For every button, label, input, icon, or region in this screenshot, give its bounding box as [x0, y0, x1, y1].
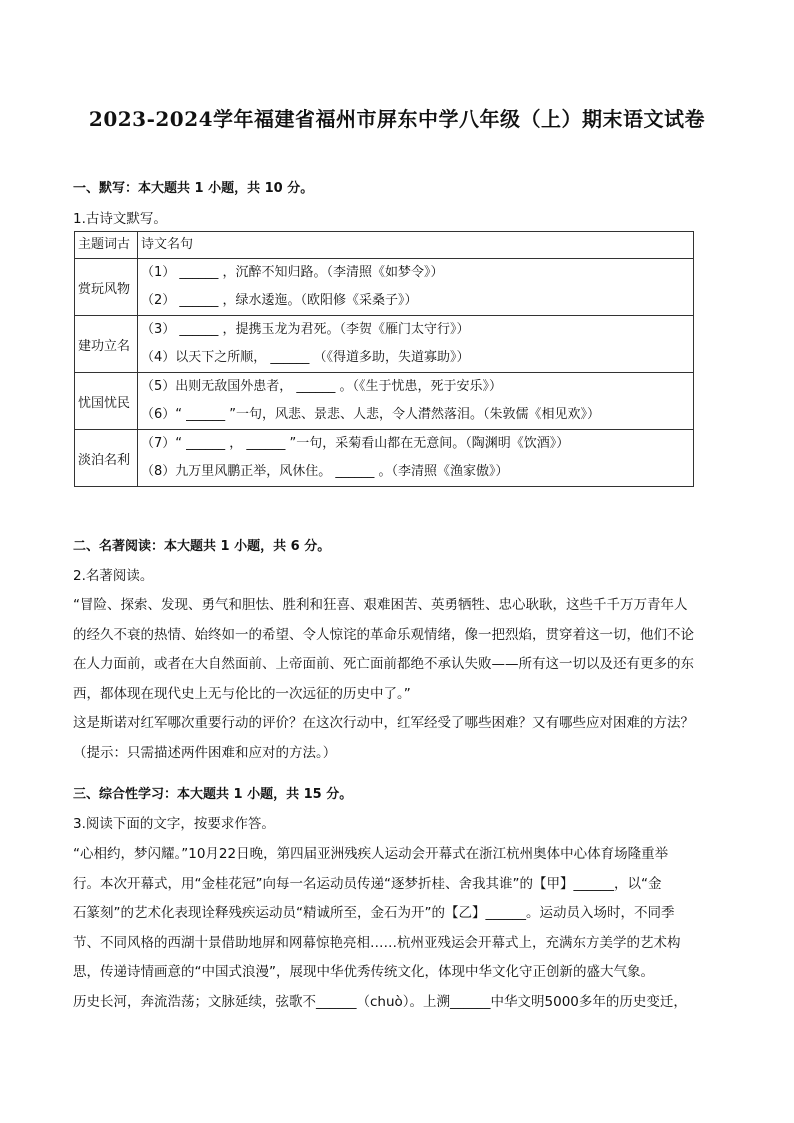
poem-line: （2） ______ ，绿水逶迤。（欧阳修《采桑子》） — [141, 293, 418, 308]
table-header-lines: 诗文名句 — [138, 232, 694, 259]
quote-line: 的经久不衰的热情、始终如一的希望、令人惊诧的革命乐观情绪，像一把烈焰，贯穿着这一切，他们不论 — [73, 626, 694, 643]
poem-table — [74, 231, 694, 487]
question-1: 1.古诗文默写。 — [73, 211, 167, 227]
table-topic: 淡泊名利 — [75, 430, 138, 487]
prompt-line: （提示：只需描述两件困难和应对的方法。） — [73, 744, 337, 761]
table-row — [75, 373, 694, 430]
quote-line: 西，都体现在现代史上无与伦比的一次远征的历史中了。” — [73, 685, 411, 702]
text-line: 思，传递诗情画意的“中国式浪漫”，展现中华优秀传统文化，体现中华文化守正创新的盛大气象。 — [73, 964, 654, 980]
table-topic: 忧国忧民 — [75, 373, 138, 430]
text-line: 节、不同风格的西湖十景借助地屏和网幕惊艳亮相……杭州亚残运会开幕式上，充满东方美学的艺术构 — [73, 934, 681, 951]
question-2: 2.名著阅读。 — [73, 568, 154, 584]
table-header-row — [75, 232, 694, 259]
text-line: 石篆刻”的艺术化表现诠释残疾运动员“精诚所至，金石为开”的【乙】______。运动员入场时，不同季 — [73, 905, 675, 921]
poem-line: （5）出则无敌国外患者， ______ 。（《生于忧患，死于安乐》） — [141, 379, 503, 394]
text-line: “心相约，梦闪耀。”10月22日晚，第四届亚洲残疾人运动会开幕式在浙江杭州奥体中心体育场隆重举 — [73, 846, 669, 862]
table-row — [75, 316, 694, 373]
poem-line: （8）九万里风鹏正举，风休住。 ______ 。（李清照《渔家傲》） — [141, 464, 509, 479]
poem-line: （4）以天下之所顺， ______ （《得道多助，失道寡助》） — [141, 350, 470, 365]
table-topic: 建功立名 — [75, 316, 138, 373]
poem-line: （3） ______ ，提携玉龙为君死。（李贺《雁门太守行》） — [141, 322, 470, 337]
section-1-heading: 一、默写：本大题共 1 小题，共 10 分。 — [73, 181, 314, 196]
poem-line: （7）“ ______ ， ______ ”一句，采菊看山都在无意间。（陶渊明《饮酒》） — [141, 436, 570, 451]
question-3: 3.阅读下面的文字，按要求作答。 — [73, 816, 275, 832]
quote-line: “冒险、探索、发现、勇气和胆怯、胜利和狂喜、艰难困苦、英勇牺牲、忠心耿耿，这些千千万万青年人 — [73, 597, 688, 613]
section-3-heading: 三、综合性学习：本大题共 1 小题，共 15 分。 — [73, 787, 353, 802]
poem-line: （1） ______ ，沉醉不知归路。（李清照《如梦令》） — [141, 265, 444, 280]
quote-line: 在人力面前，或者在大自然面前、上帝面前、死亡面前都绝不承认失败——所有这一切以及还有更多的东 — [73, 656, 694, 672]
table-topic: 赏玩风物 — [75, 259, 138, 316]
quote-paragraph — [73, 591, 723, 768]
table-header-topic: 主题词古 — [75, 232, 138, 259]
prompt-line: 这是斯诺对红军哪次重要行动的评价？在这次行动中，红军经受了哪些困难？又有哪些应对困难的方法？ — [73, 715, 694, 731]
text-line: 历史长河，奔流浩荡；文脉延续，弦歌不______（chuò）。上溯______中华文明5000多年的历史变迁， — [73, 993, 687, 1010]
table-row — [75, 259, 694, 316]
table-row — [75, 430, 694, 487]
section-2-heading: 二、名著阅读：本大题共 1 小题，共 6 分。 — [73, 539, 331, 554]
poem-line: （6）“ ______ ”一句，风悲、景悲、人悲，令人潸然落泪。（朱敦儒《相见欢》） — [141, 407, 601, 422]
reading-paragraph — [73, 840, 723, 1017]
page-title: 2023-2024学年福建省福州市屏东中学八年级（上）期末语文试卷 — [88, 107, 706, 131]
text-line: 行。本次开幕式，用“金桂花冠”向每一名运动员传递“逐梦折桂、舍我其谁”的【甲】______，以“金 — [73, 875, 662, 892]
